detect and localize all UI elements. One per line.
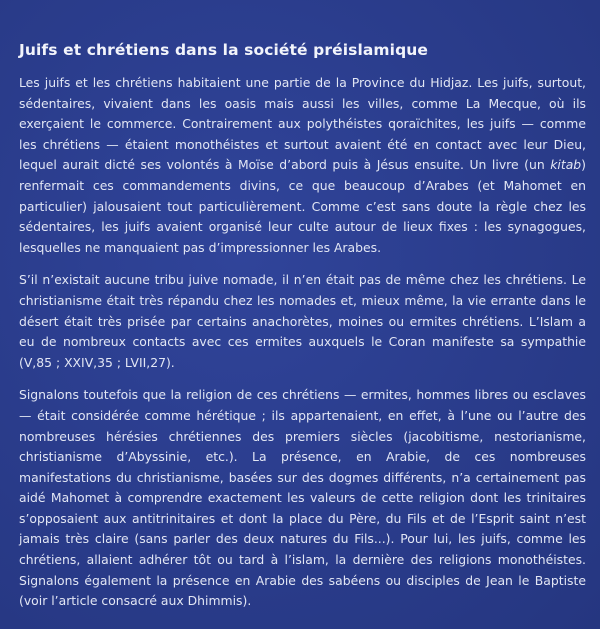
paragraph-jews (19, 73, 586, 258)
italic-term-kitab: kitab (550, 157, 582, 173)
paragraph-text: Les juifs et les chrétiens habitaient une partie de la Province du Hidjaz. Les juifs, surtout, sédentaires, vivaient dans les oasis mais aussi les villes, comme La Mecque, où ils exerçaient le commerce. Contrairement aux polythéistes qoraïchites, les juifs — comme les chrétiens — étaient monothéistes et surtout avaient été en contact avec leur Dieu, lequel aurait dicté ses volontés à Moïse d’abord puis à Jésus ensuite. Un livre (un (19, 75, 586, 173)
paragraph-christians-nomads (19, 270, 586, 373)
paragraph-heresies (19, 385, 586, 612)
article-title: Juifs et chrétiens dans la société préislamique (19, 41, 429, 59)
paragraph-text: ) renfermait ces commandements divins, ce que beaucoup d’Arabes (et Mahomet en particulier) jalousaient tout particulièrement. Comme c’est sans doute la règle chez les sédentaires, les juifs avaient organisé leur culte autour de lieux fixes : les synagogues, lesquelles ne manquaient pas d’impressionner les Arabes. (19, 157, 586, 255)
paragraph-text: Signalons toutefois que la religion de ces chrétiens — ermites, hommes libres ou esclaves — était considérée comme hérétique ; ils appartenaient, en effet, à l’une ou l’autre des nombreuses hérésies chrétiennes des premiers siècles (jacobitisme, nestorianisme, christianisme d’Abyssinie, etc.). La présence, en Arabie, de ces nombreuses manifestations du christianisme, basées sur des dogmes différents, n’a certainement pas aidé Mahomet à comprendre exactement les valeurs de cette religion dont les trinitaires s’opposaient aux antitrinitaires et dont la place du Père, du Fils et de l’Esprit saint n’est jamais très claire (sans parler des deux natures du Fils...). Pour lui, les juifs, comme les chrétiens, allaient adhérer tôt ou tard à l’islam, la dernière des religions monothéistes. Signalons également la présence en Arabie des sabéens ou disciples de Jean le Baptiste (voir l’article consacré aux Dhimmis). (19, 387, 586, 609)
paragraph-text: S’il n’existait aucune tribu juive nomade, il n’en était pas de même chez les chrétiens. Le christianisme était très répandu chez les nomades et, mieux même, la vie errante dans le désert était très prisée par certains anachorètes, moines ou ermites chrétiens. L’Islam a eu de nombreux contacts avec ces ermites auxquels le Coran manifeste sa sympathie (V,85 ; XXIV,35 ; LVII,27). (19, 272, 586, 370)
